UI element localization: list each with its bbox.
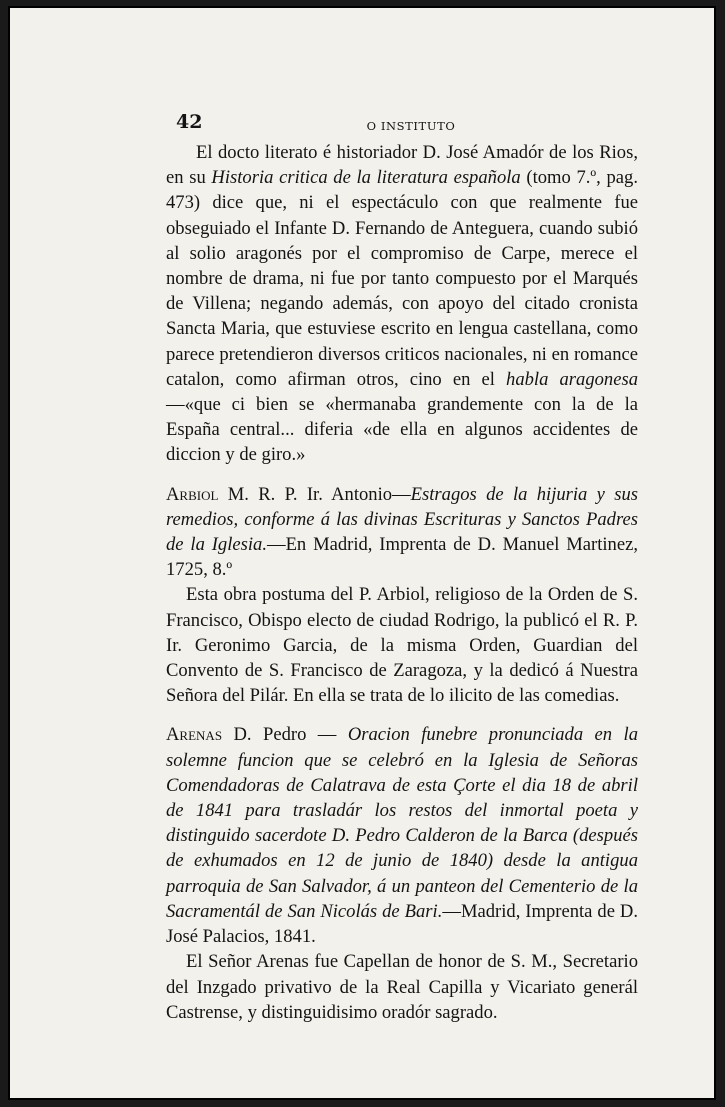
running-title: O INSTITUTO (366, 119, 456, 133)
page-body (166, 140, 638, 1025)
entry-arbiol-author: Arbiol (166, 483, 219, 505)
page-number: 42 (176, 111, 203, 133)
entry-arbiol (166, 482, 638, 583)
entry-arbiol-author-rest: M. R. P. Ir. Antonio— (227, 483, 411, 505)
entry-arenas-note: El Señor Arenas fue Capellan de honor de S. M., Secretario del Inzgado privativo de la Real Capilla y Vicariato generál Castrense, y distinguidisimo oradór sagrado. (166, 951, 638, 1023)
entry-arbiol-title: Estragos de la hijuria y sus remedios, conforme á las divinas Escrituras y Sanctos Padres de la Iglesia. (166, 483, 638, 556)
entry-arenas-title: Oracion funebre pronunciada en la solemne funcion que se celebró en la Iglesia de Señoras Comendadoras de Calatrava de esta Çorte el dia 18 de abril de 1841 para trasladár los restos del inmortal poeta y distinguido sacerdote D. Pedro Calderon de la Barca (después de exhumados en 12 de junio de 1840) desde la antigua parroquia de San Salvador, á un panteon del Cementerio de la Sacramentál de San Nicolás de Bari. (166, 724, 639, 922)
intro-text-2: (tomo 7.º, pag. 473) dice que, ni el espectáculo con que realmente fue obseguiado el Infante D. Fernando de Anteguera, cuando subió al solio aragonés por el compromiso de Carpe, merece el nombre de drama, ni fue por tanto compuesto por el Marqués de Villena; negando además, con apoyo del citado cronista Sancta Maria, que estuviese escrito en lengua castellana, como parece pretendieron diversos criticos nacionales, ni en romance catalon, como afirman otros, cino en el (166, 167, 638, 390)
entry-arenas-imprint: —Madrid, Imprenta de D. José Palacios, 1841. (166, 900, 638, 948)
intro-text-1: El docto literato é historiador D. José Amadór de los Rios, en su (166, 142, 638, 189)
page-header (166, 111, 656, 137)
entry-arenas (166, 722, 638, 949)
intro-habla: habla aragonesa (506, 368, 638, 390)
intro-paragraph (166, 140, 638, 468)
entry-arenas-author-rest: D. Pedro — (233, 724, 348, 746)
entry-arenas-author: Arenas (166, 724, 223, 746)
entry-arbiol-imprint: —En Madrid, Imprenta de D. Manuel Martinez, 1725, 8.º (166, 534, 638, 581)
intro-book-title: Historia critica de la literatura española (211, 167, 521, 189)
entry-arbiol-note: Esta obra postuma del P. Arbiol, religioso de la Orden de S. Francisco, Obispo electo de ciudad Rodrigo, la publicó el R. P. Ir. Geronimo Garcia, de la misma Orden, Guardian del Convento de S. Francisco de Zaragoza, y la dedicó á Nuestra Señora del Pilár. En ella se trata de lo ilicito de las comedias. (166, 584, 638, 707)
intro-text-3: —«que ci bien se «hermanaba grandemente con la de la España central... diferia «de ella en algunos accidentes de diccion y de giro.» (166, 394, 638, 466)
